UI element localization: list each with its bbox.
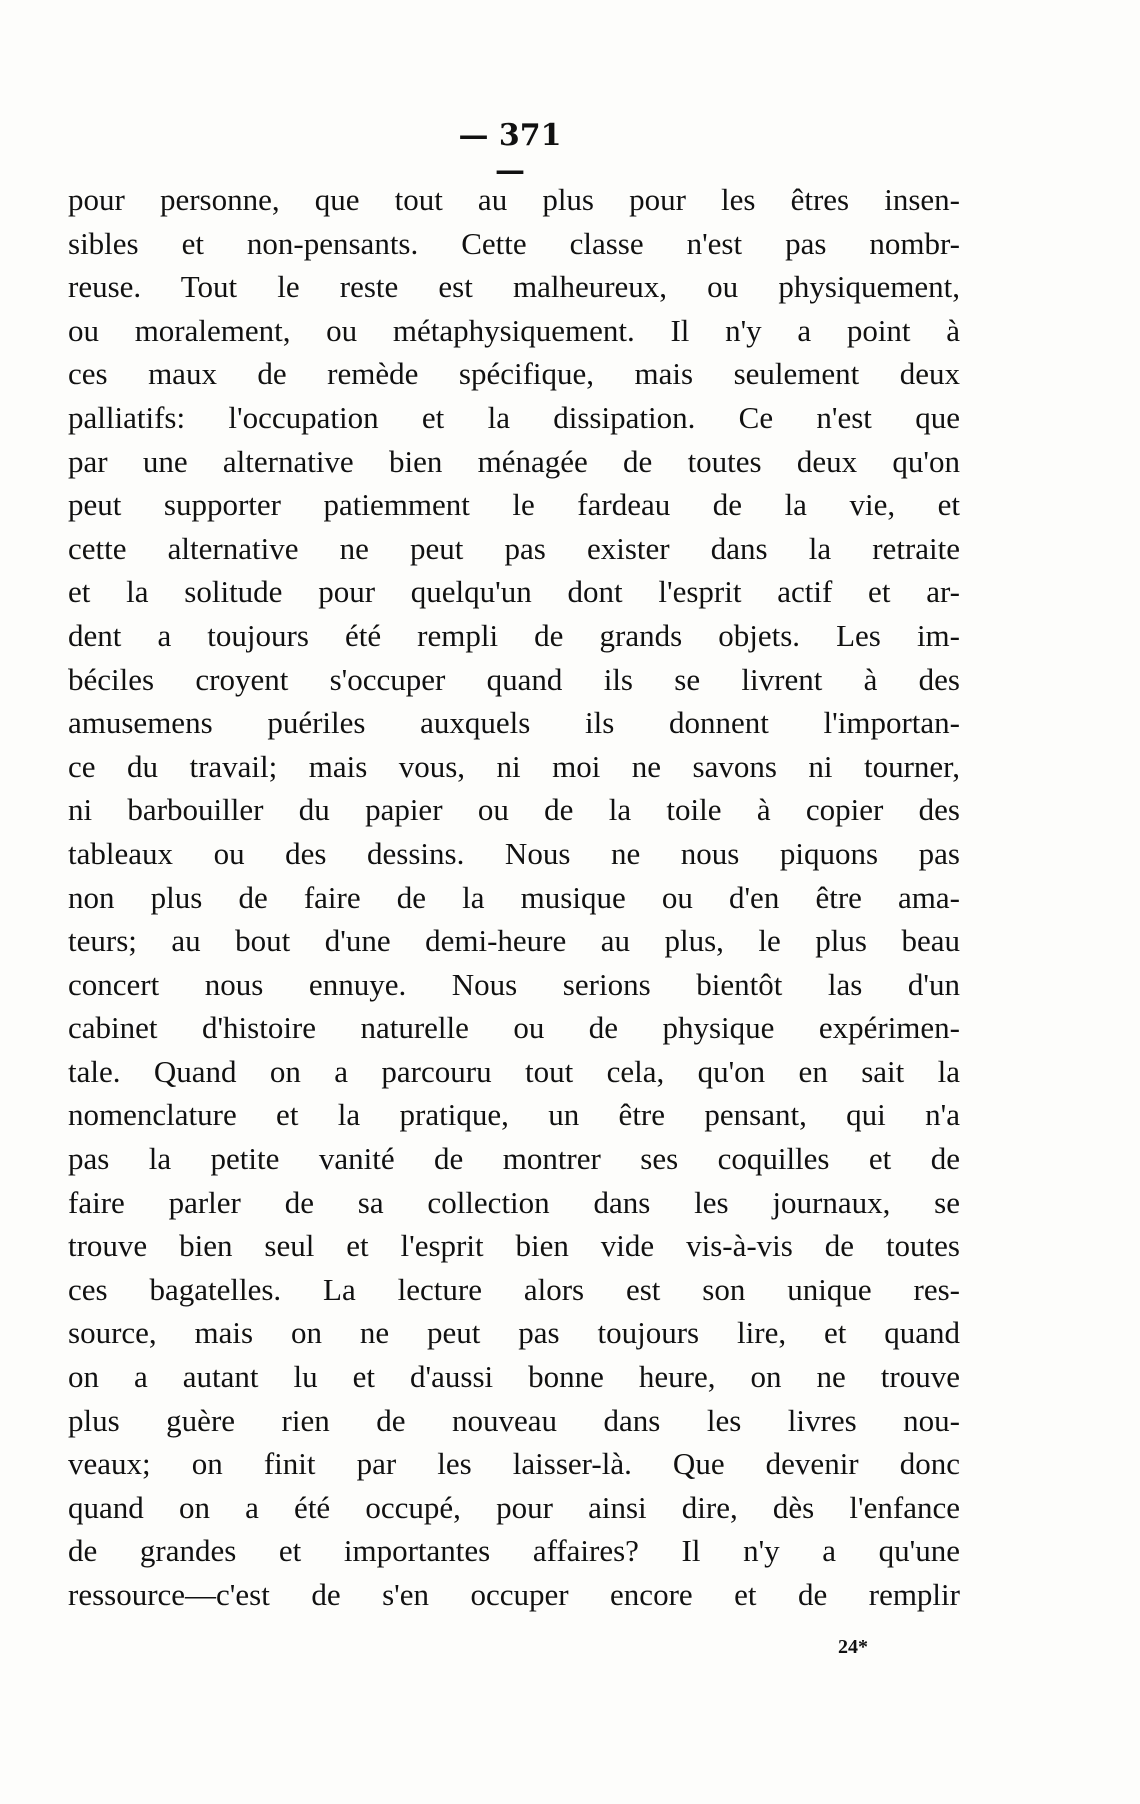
text-line: plus guère rien de nouveau dans les livres nou- bbox=[68, 1402, 960, 1438]
text-line: pas la petite vanité de montrer ses coquilles et de bbox=[68, 1141, 960, 1177]
text-line: quand on a été occupé, pour ainsi dire, dès l'enfance bbox=[68, 1489, 960, 1525]
text-line: dent a toujours été rempli de grands objets. Les im- bbox=[68, 617, 960, 653]
text-line: béciles croyent s'occuper quand ils se livrent à des bbox=[68, 661, 960, 697]
text-line: cette alternative ne peut pas exister dans la retraite bbox=[68, 530, 960, 566]
text-line: palliatifs: l'occupation et la dissipation. Ce n'est que bbox=[68, 399, 960, 435]
text-line: par une alternative bien ménagée de toutes deux qu'on bbox=[68, 443, 960, 479]
text-line: tableaux ou des dessins. Nous ne nous piquons pas bbox=[68, 835, 960, 871]
text-line: non plus de faire de la musique ou d'en être ama- bbox=[68, 879, 960, 915]
text-line: ni barbouiller du papier ou de la toile à copier des bbox=[68, 792, 960, 828]
text-line: amusemens puériles auxquels ils donnent l'importan- bbox=[68, 705, 960, 741]
text-line: pour personne, que tout au plus pour les êtres insen- bbox=[68, 182, 960, 217]
text-line: source, mais on ne peut pas toujours lire, et quand bbox=[68, 1315, 960, 1351]
text-line: ou moralement, ou métaphysiquement. Il n'y a point à bbox=[68, 312, 960, 348]
text-line: concert nous ennuye. Nous serions bientôt las d'un bbox=[68, 966, 960, 1002]
text-line: ressource—c'est de s'en occuper encore et de remplir bbox=[68, 1577, 960, 1612]
text-line: on a autant lu et d'aussi bonne heure, on ne trouve bbox=[68, 1359, 960, 1395]
text-line: tale. Quand on a parcouru tout cela, qu'on en sait la bbox=[68, 1053, 960, 1089]
text-line: de grandes et importantes affaires? Il n'y a qu'une bbox=[68, 1533, 960, 1569]
text-line: cabinet d'histoire naturelle ou de physique expérimen- bbox=[68, 1010, 960, 1046]
text-line: et la solitude pour quelqu'un dont l'esprit actif et ar- bbox=[68, 574, 960, 610]
text-line: trouve bien seul et l'esprit bien vide vis-à-vis de toutes bbox=[68, 1228, 960, 1264]
text-line: faire parler de sa collection dans les journaux, se bbox=[68, 1184, 960, 1220]
text-line: reuse. Tout le reste est malheureux, ou physiquement, bbox=[68, 269, 960, 305]
text-line: ces maux de remède spécifique, mais seulement deux bbox=[68, 356, 960, 392]
text-line: sibles et non-pensants. Cette classe n'est pas nombr- bbox=[68, 225, 960, 261]
page-number: — 371 — bbox=[458, 118, 562, 188]
text-line: nomenclature et la pratique, un être pensant, qui n'a bbox=[68, 1097, 960, 1133]
printer-signature-mark: 24* bbox=[838, 1636, 868, 1658]
text-line: veaux; on finit par les laisser-là. Que devenir donc bbox=[68, 1446, 960, 1482]
text-line: peut supporter patiemment le fardeau de la vie, et bbox=[68, 487, 960, 523]
text-line: ce du travail; mais vous, ni moi ne savons ni tourner, bbox=[68, 748, 960, 784]
text-line: teurs; au bout d'une demi-heure au plus, le plus beau bbox=[68, 923, 960, 959]
text-line: ces bagatelles. La lecture alors est son unique res- bbox=[68, 1271, 960, 1307]
body-text bbox=[68, 178, 960, 1617]
